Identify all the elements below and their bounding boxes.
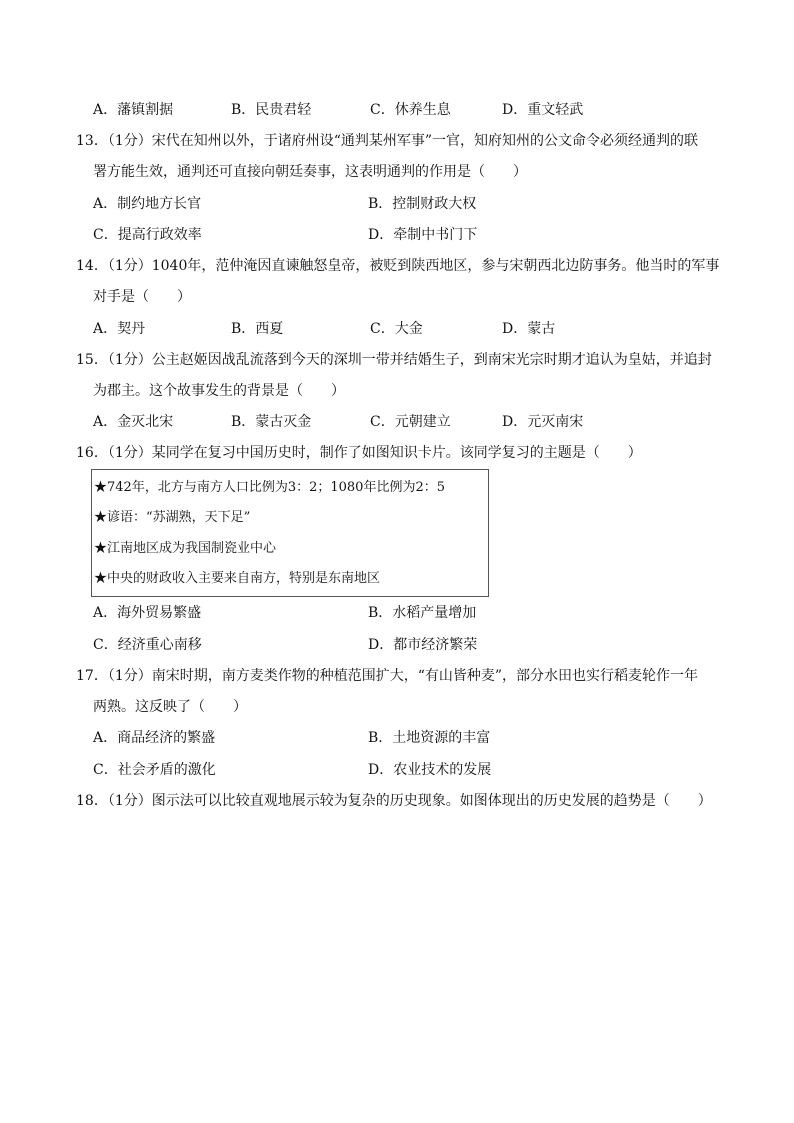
option-a[interactable]: A．契丹	[93, 321, 146, 337]
card-item: ★中央的财政收入主要来自南方，特别是东南地区	[94, 571, 381, 586]
question-14-stem-line-1: 14．（1分）1040年，范仲淹因直谏触怒皇帝，被贬到陕西地区，参与宋朝西北边防事务。他当时的军事	[76, 258, 720, 274]
option-c[interactable]: C．休养生息	[370, 102, 451, 118]
option-d[interactable]: D．都市经济繁荣	[368, 637, 478, 653]
option-d[interactable]: D．重文轻武	[502, 102, 584, 118]
option-d[interactable]: D．农业技术的发展	[368, 762, 492, 778]
option-b[interactable]: B．西夏	[231, 321, 284, 337]
option-c[interactable]: C．元朝建立	[370, 414, 451, 430]
card-item: ★742年，北方与南方人口比例为3：2；1080年比例为2：5	[94, 480, 445, 495]
card-item: ★江南地区成为我国制瓷业中心	[94, 541, 277, 556]
question-13-stem-line-2: 署方能生效，通判还可直接向朝廷奏事，这表明通判的作用是（ ）	[93, 164, 527, 180]
option-c[interactable]: C．社会矛盾的激化	[93, 762, 216, 778]
question-14-stem-line-2: 对手是（ ）	[93, 289, 191, 305]
option-c[interactable]: C．经济重心南移	[93, 637, 202, 653]
option-d[interactable]: D．牵制中书门下	[368, 227, 478, 243]
question-16-stem-line-1: 16．（1分）某同学在复习中国历史时，制作了如图知识卡片。该同学复习的主题是（ ）	[76, 445, 642, 461]
question-17-stem-line-2: 两熟。这反映了（ ）	[93, 699, 247, 715]
option-a[interactable]: A．商品经济的繁盛	[93, 730, 216, 746]
option-a[interactable]: A．藩镇割据	[93, 102, 174, 118]
option-b[interactable]: B．控制财政大权	[368, 196, 477, 212]
question-17-stem-line-1: 17．（1分）南宋时期，南方麦类作物的种植范围扩大，“有山皆种麦”，部分水田也实行稻麦轮作一年	[76, 668, 699, 684]
card-item: ★谚语：“苏湖熟，天下足”	[94, 510, 251, 525]
question-13-stem-line-1: 13．（1分）宋代在知州以外，于诸府州设“通判某州军事”一官，知府知州的公文命令必须经通判的联	[76, 133, 699, 149]
option-a[interactable]: A．金灭北宋	[93, 414, 174, 430]
knowledge-card	[91, 469, 489, 597]
question-18-stem-line-1: 18．（1分）图示法可以比较直观地展示较为复杂的历史现象。如图体现出的历史发展的趋势是（ ）	[76, 793, 712, 809]
option-b[interactable]: B．蒙古灭金	[231, 414, 312, 430]
option-a[interactable]: A．海外贸易繁盛	[93, 605, 202, 621]
question-15-stem-line-1: 15．（1分）公主赵姬因战乱流落到今天的深圳一带并结婚生子，到南宋光宗时期才追认为皇姑，并追封	[76, 352, 712, 368]
option-b[interactable]: B．土地资源的丰富	[368, 730, 491, 746]
option-c[interactable]: C．提高行政效率	[93, 227, 202, 243]
option-b[interactable]: B．水稻产量增加	[368, 605, 477, 621]
option-d[interactable]: D．蒙古	[502, 321, 556, 337]
option-b[interactable]: B．民贵君轻	[231, 102, 312, 118]
option-c[interactable]: C．大金	[370, 321, 423, 337]
question-15-stem-line-2: 为郡主。这个故事发生的背景是（ ）	[93, 383, 345, 399]
option-d[interactable]: D．元灭南宋	[502, 414, 584, 430]
option-a[interactable]: A．制约地方长官	[93, 196, 202, 212]
